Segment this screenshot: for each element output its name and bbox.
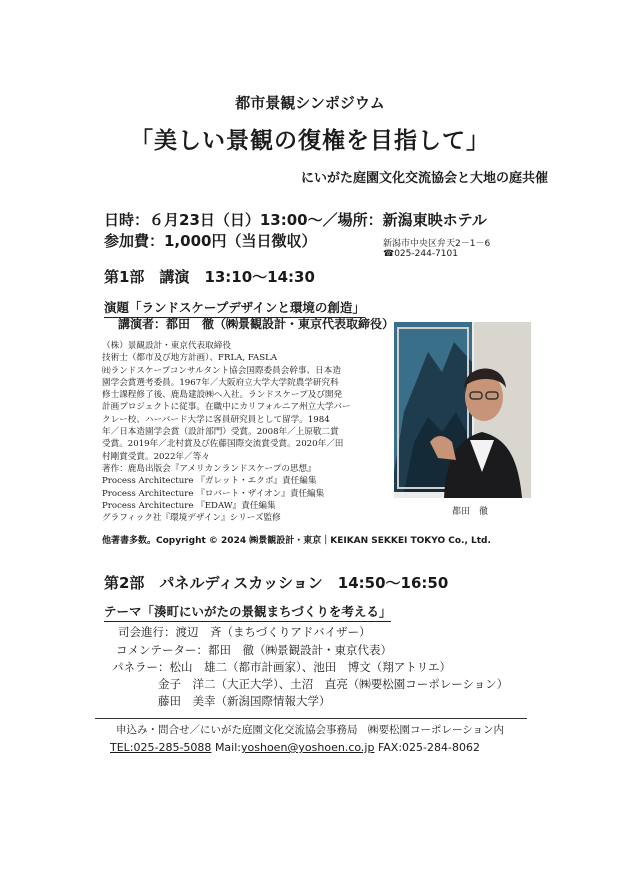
event-fee: 参加費：1,000円（当日徴収）: [104, 232, 317, 250]
footer-fax: FAX:025-284-8062: [377, 741, 480, 754]
footer-contact: 申込み・問合せ／にいがた庭園文化交流協会事務局 ㈱要松園コーポレーション内: [115, 724, 505, 736]
bio-line: Process Architecture 『ロバート・ザイオン』責任編集: [102, 488, 325, 499]
panelists-line: 藤田 美幸（新潟国際情報大学）: [158, 694, 331, 708]
lecturer-portrait-image: [394, 322, 531, 498]
bio-line: Process Architecture 『ガレット・エクボ』責任編集: [102, 476, 317, 487]
bio-line: 受賞。2019年／北村賞及び佐藤国際交流賞受賞。2020年／田: [102, 439, 344, 450]
lecturer: 講演者：都田 徹（㈱景観設計・東京代表取締役）: [118, 317, 395, 331]
commentator: コメンテーター：都田 徹（㈱景観設計・東京代表）: [116, 643, 392, 657]
bio-line: 計画プロジェクトに従事。在職中にカリフォルニア州立大学バー: [102, 402, 351, 413]
bio-line: 著作：鹿島出版会『アメリカンランドスケープの思想』: [102, 463, 316, 474]
bio-line: 修士課程修了後、鹿島建設㈱へ入社。ランドスケープ及び開発: [102, 390, 343, 401]
bio-line: 園学会賞選考委員。1967年／大阪府立大学大学院農学研究科: [102, 377, 339, 388]
panelists-line: 金子 洋二（大正大学）、土沼 直亮（㈱要松園コーポレーション）: [158, 677, 509, 691]
copyright-line: 他著書多数。Copyright © 2024 ㈱景観設計・東京｜KEIKAN SEKKEI TOKYO Co., Ltd.: [102, 536, 491, 546]
venue-tel: ☎025-244-7101: [383, 249, 458, 259]
bio-line: 村剛賞受賞。2022年／等々: [102, 451, 210, 462]
bio-line: グラフィック社『環境デザイン』シリーズ監修: [102, 513, 281, 524]
panel-theme: テーマ「湊町にいがたの景観まちづくりを考える」: [104, 604, 392, 619]
lecture-title: 演題「ランドスケープデザインと環境の創造」: [104, 300, 365, 315]
bio-line: クレー校、ハーバード大学に客員研究員として留学。1984: [102, 414, 330, 425]
photo-caption: 都田 徹: [452, 507, 489, 517]
footer-mail-label: Mail:: [214, 741, 241, 754]
panelists-line: パネラー：松山 雄二（都市計画家）、池田 博文（翔アトリエ）: [112, 660, 452, 674]
bio-line: Process Architecture 『EDAW』責任編集: [102, 500, 276, 511]
main-title: 「美しい景観の復権を目指して」: [130, 128, 490, 154]
bio-line: 技術士（都市及び地方計画）、FRLA, FASLA: [102, 353, 278, 364]
venue-address: 新潟市中央区弁天2－1－6: [383, 239, 491, 249]
bio-line: 年／日本造園学会賞（設計部門）受賞。2008年／上原敬二賞: [102, 427, 339, 438]
lecturer-bio: [102, 340, 402, 524]
part2-heading: 第2部 パネルディスカッション 14:50～16:50: [104, 574, 449, 592]
footer-info: [110, 741, 480, 754]
part1-heading: 第1部 講演 13:10～14:30: [104, 268, 315, 286]
footer-tel[interactable]: TEL:025-285-5088: [110, 741, 212, 754]
lecturer-photo: [394, 322, 531, 498]
organizer: にいがた庭園文化交流協会と大地の庭共催: [300, 171, 548, 186]
event-datetime: 日時：６月23日（日）13:00～／場所：新潟東映ホテル: [104, 211, 487, 229]
pre-title: 都市景観シンポジウム: [235, 94, 385, 112]
bio-line: ㈳ランドスケープコンサルタント協会国際委員会幹事、日本造: [102, 365, 341, 376]
footer-mail[interactable]: yoshoen@yoshoen.co.jp: [241, 741, 375, 754]
footer-divider: [95, 718, 527, 719]
bio-line: （株）景観設計・東京代表取締役: [102, 341, 231, 351]
moderator: 司会進行：渡辺 斉（まちづくりアドバイザー）: [118, 625, 371, 639]
